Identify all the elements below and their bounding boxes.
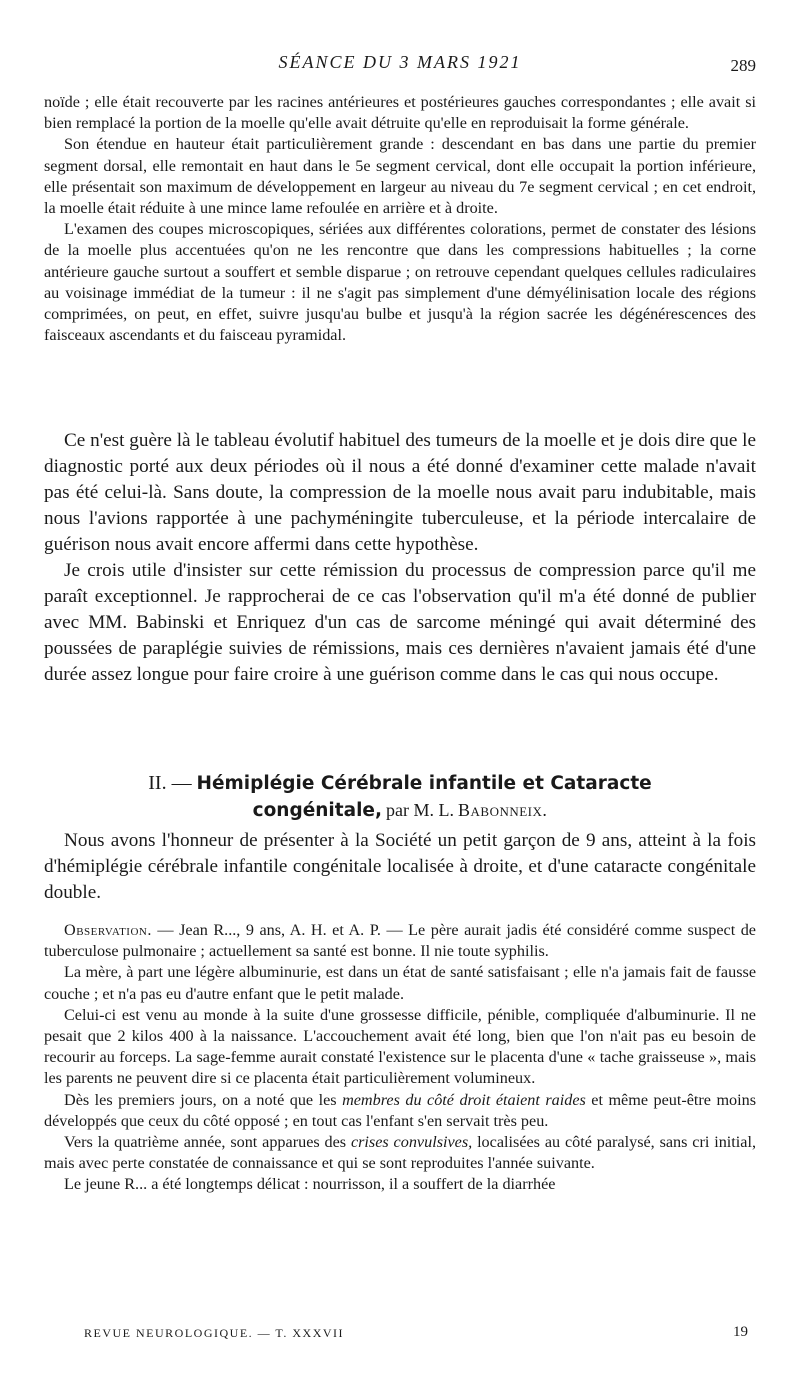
- running-head: [44, 52, 756, 76]
- section-title-part-2: congénitale,: [252, 800, 383, 821]
- section-title-line-1: [44, 770, 756, 797]
- observation-lead: Observation.: [64, 921, 152, 939]
- section-byline: par M. L.: [386, 800, 454, 820]
- observation-paragraph-5: [44, 1132, 756, 1174]
- section-intro-block: [44, 828, 756, 906]
- section-numeral: II. —: [148, 772, 192, 794]
- observation-p5-emphasis: crises convulsives,: [350, 1133, 473, 1152]
- top-small-text-block: [44, 92, 756, 346]
- paragraph-microscopic: L'examen des coupes microscopiques, sériées aux différentes colorations, permet de constater des lésions de la moelle plus accentuées qu'on ne les rencontre que dans les compressions habituelles ; la corne antérieure gauche surtout a souffert et semble disparue ; on retrouve cependant quelques cellules radiculaires au voisinage immédiat de la tumeur : il ne s'agit pas simplement d'une démyélinisation locale des régions comprimées, on peut, en effet, suivre jusqu'au bulbe et jusqu'à la région sacrée les dégénérescences des faisceaux ascendants et du faisceau pyramidal.: [44, 220, 756, 345]
- observation-paragraph-6: Le jeune R... a été longtemps délicat : nourrisson, il a souffert de la diarrhée: [64, 1175, 556, 1194]
- observation-p4-emphasis: membres du côté droit étaient raides: [342, 1090, 586, 1109]
- section-heading: [44, 770, 756, 825]
- footer-journal: REVUE NEUROLOGIQUE. — T. XXXVII: [84, 1326, 345, 1340]
- paragraph-continuation: noïde ; elle était recouverte par les racines antérieures et postérieures gauches correspondantes ; elle avait si bien remplacé la portion de la moelle qu'elle avait détruite qu'elle en reproduisait la forme générale.: [44, 93, 756, 133]
- page-footer: [44, 1326, 756, 1346]
- paragraph-evolution: Ce n'est guère là le tableau évolutif habituel des tumeurs de la moelle et je dois dire que le diagnostic porté aux deux périodes où il nous a été donné d'examiner cette malade n'avait pas été celui-là. Sans doute, la compression de la moelle nous avait paru indubitable, mais nous l'avions rapportée à une pachyméningite tuberculeuse, et la période intercalaire de guérison nous avait encore affermi dans cette hypothèse.: [44, 430, 756, 555]
- observation-paragraph-4: [44, 1090, 756, 1132]
- section-title-line-2: [44, 797, 756, 825]
- observation-p4-a: Dès les premiers jours, on a noté que les: [64, 1090, 337, 1109]
- section-title-part-1: Hémiplégie Cérébrale infantile et Cataracte: [196, 773, 652, 794]
- observation-p1-text: — Jean R..., 9 ans, A. H. et A. P. — Le père aurait jadis été considéré comme suspect de tuberculose pulmonaire ; actuellement sa santé est bonne. Il nie toute syphilis.: [44, 921, 756, 961]
- running-title: SÉANCE DU 3 MARS 1921: [278, 52, 522, 72]
- paragraph-intro: Nous avons l'honneur de présenter à la Société un petit garçon de 9 ans, atteint à la fois d'hémiplégie cérébrale infantile congénitale localisée à droite, et d'une cataracte congénitale double.: [44, 830, 756, 903]
- observation-p4-b: et même peut-être moins développés que ceux du côté opposé ; en tout cas l'enfant s'en servait très peu.: [44, 1090, 757, 1130]
- main-text-block: [44, 428, 756, 688]
- paragraph-remission: Je crois utile d'insister sur cette rémission du processus de compression parce qu'il me paraît exceptionnel. Je rapprocherai de ce cas l'observation qu'il m'a été donné de publier avec MM. Babinski et Enriquez d'un cas de sarcome méningé qui avait déterminé des poussées de paraplégie suivies de rémissions, mais ces dernières n'avaient jamais été d'une durée assez longue pour faire croire à une guérison comme dans le cas qui nous occupe.: [44, 560, 756, 685]
- observation-p5-a: Vers la quatrième année, sont apparues des: [64, 1133, 347, 1152]
- paragraph-extent: Son étendue en hauteur était particulièrement grande : descendant en bas dans une partie du premier segment dorsal, elle remontait en haut dans le 5e segment cervical, dont elle occupait la portion inférieure, elle présentait son maximum de développement en largeur au niveau du 7e segment cervical ; en cet endroit, la moelle était réduite à une mince lame refoulée en arrière et à droite.: [44, 135, 756, 218]
- footer-signature: 19: [733, 1324, 748, 1340]
- observation-block: [44, 920, 756, 1196]
- observation-paragraph-2: La mère, à part une légère albuminurie, est dans un état de santé satisfaisant ; elle n'a jamais fait de fausse couche ; et n'a pas eu d'autre enfant que le petit malade.: [44, 963, 756, 1003]
- section-author: Babonneix.: [458, 800, 548, 820]
- observation-paragraph-3: Celui-ci est venu au monde à la suite d'une grossesse difficile, pénible, compliquée d'albuminurie. Il ne pesait que 2 kilos 400 à la naissance. L'accouchement avait été long, bien que l'on n'ait pas eu besoin de recourir au forceps. La sage-femme aurait constaté l'existence sur le placenta d'une « tache graisseuse », mais les parents ne peuvent dire si ce placenta était particulièrement volumineux.: [44, 1005, 756, 1088]
- observation-paragraph-1: [44, 920, 756, 962]
- book-page: [44, 0, 756, 1378]
- observation-p5-b: localisées au côté paralysé, sans cri initial, mais avec perte constatée de connaissance et qui se sont reproduites l'année suivante.: [44, 1133, 757, 1173]
- page-number: 289: [730, 56, 756, 75]
